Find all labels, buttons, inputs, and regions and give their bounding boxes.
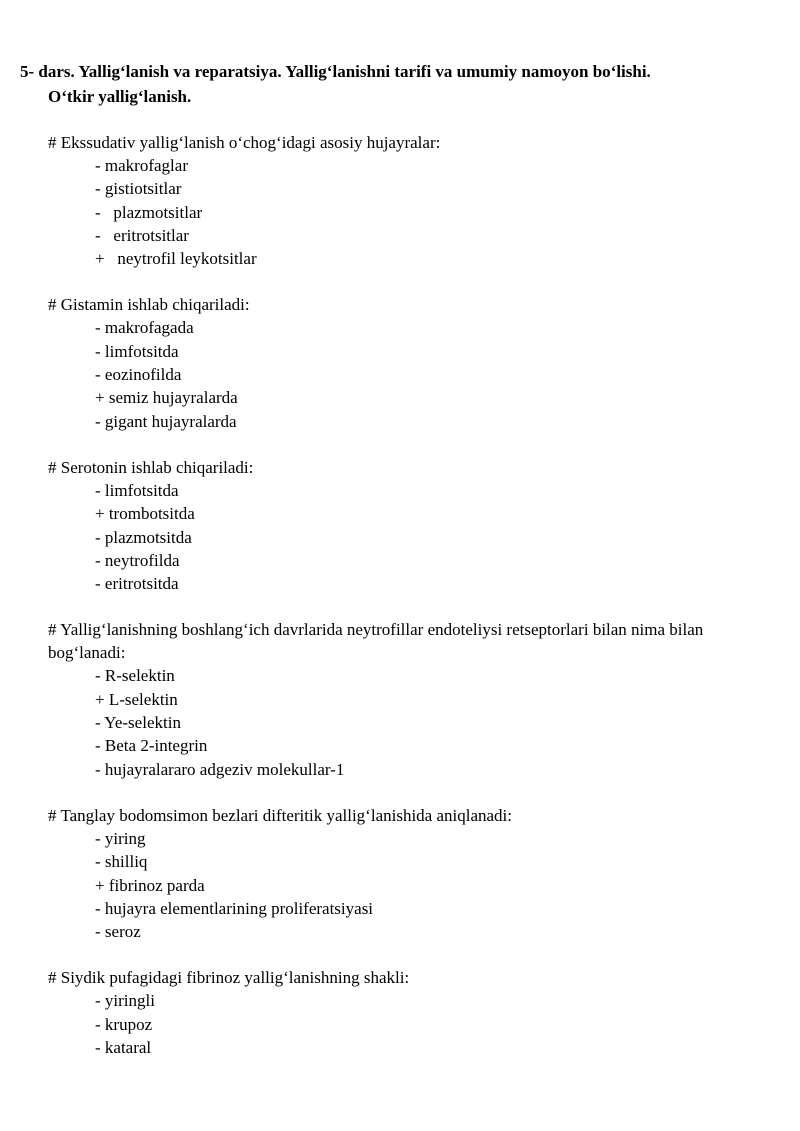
answer-option: - limfotsitda [95,341,179,361]
question-text: # Ekssudativ yallig‘lanish o‘chog‘idagi asosiy hujayralar: [48,133,441,152]
answer-option: - krupoz [95,1014,153,1034]
answer-option: - gistiotsitlar [95,179,182,199]
answer-option: + fibrinoz parda [95,875,205,895]
answer-option: + semiz hujayralarda [95,388,238,408]
answer-options [48,316,748,432]
answer-options [48,479,748,595]
answer-options [48,827,748,943]
answer-option: - eritrotsitda [95,574,179,594]
answer-option: - yiringli [95,991,155,1011]
answer-option: - neytrofilda [95,550,180,570]
answer-option: - shilliq [95,852,148,872]
answer-option: - gigant hujayralarda [95,411,237,431]
lesson-title-line-1: 5- dars. Yallig‘lanish va reparatsiya. Yallig‘lanishni tarifi va umumiy namoyon bo‘lishi. [20,62,651,81]
answer-option: - seroz [95,922,141,942]
answer-option: - limfotsitda [95,480,179,500]
answer-option: - makrofaglar [95,156,188,175]
question-text: # Gistamin ishlab chiqariladi: [48,295,250,315]
lesson-title [20,59,780,109]
question-block [48,131,748,270]
lesson-title-line-2: O‘tkir yallig‘lanish. [48,87,192,106]
answer-option: - kataral [95,1038,152,1058]
question-block [48,456,748,595]
answer-option: - Ye-selektin [95,713,181,733]
answer-options [48,154,748,270]
question-text: # Serotonin ishlab chiqariladi: [48,457,254,477]
answer-option: - eozinofilda [95,365,182,385]
answer-option: - eritrotsitlar [95,225,189,245]
question-block [48,293,748,432]
answer-option: + L-selektin [95,689,178,709]
question-text: # Yallig‘lanishning boshlang‘ich davrlarida neytrofillar endoteliysi retseptorlari bilan nima bilan bog‘lanadi: [48,620,704,663]
answer-option: - plazmotsitlar [95,202,203,222]
answer-option: - plazmotsitda [95,527,192,547]
answer-options [48,989,748,1059]
answer-option: - yiring [95,828,146,848]
question-list [48,131,748,1082]
answer-option: + trombotsitda [95,504,195,524]
question-block [48,804,748,943]
question-text: # Tanglay bodomsimon bezlari difteritik yallig‘lanishida aniqlanadi: [48,805,512,825]
answer-options [48,664,748,780]
answer-option: - R-selektin [95,666,175,686]
answer-option: - makrofagada [95,318,194,338]
answer-option: - hujayra elementlarining proliferatsiyasi [95,898,374,918]
question-block [48,966,748,1059]
answer-option: + neytrofil leykotsitlar [95,249,257,269]
answer-option: - hujayralararo adgeziv molekullar-1 [95,759,345,779]
answer-option: - Beta 2-integrin [95,736,208,756]
question-block [48,618,748,780]
question-text: # Siydik pufagidagi fibrinoz yallig‘lanishning shakli: [48,968,410,988]
